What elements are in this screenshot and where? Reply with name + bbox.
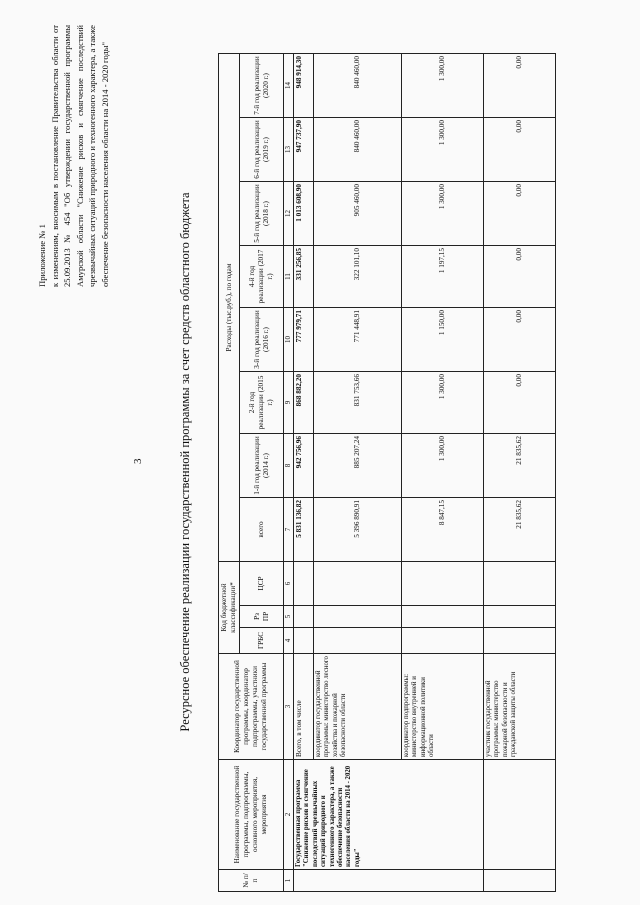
cell-y7: 948 914,30 xyxy=(294,54,314,118)
cell-y3: 777 979,71 xyxy=(294,308,314,372)
appendix-text: к изменениям, вносимым в постановление Правительства области от 25.09.2013 № 454 "Об утверждении государственной программы Амурской области "Снижение рисков и смягчение последствий чрезвычайных ситуаций природного и техногенного характера, а также обеспечение безопасности населения области на 2014 - 2020 годы" xyxy=(49,25,110,287)
cell-y3: 1 150,00 xyxy=(402,308,484,372)
col-num: 10 xyxy=(284,308,294,372)
program-name: Государственная программа "Снижение рисков и смягчение последствий чрезвычайных ситуаций природного и техногенного характера, а также обеспечение безопасности населения области на 2014 - 2020 годы" xyxy=(294,760,484,870)
table-row xyxy=(484,54,556,892)
cell-y2: 1 300,00 xyxy=(402,372,484,434)
cell-y2: 0,00 xyxy=(484,372,556,434)
cell-y3: 0,00 xyxy=(484,308,556,372)
col-num: 12 xyxy=(284,182,294,246)
rotated-sheet xyxy=(20,12,620,892)
col-num: 6 xyxy=(284,562,294,606)
cell-y4: 331 256,85 xyxy=(294,246,314,308)
cell-y6: 0,00 xyxy=(484,118,556,182)
header-year-5: 5-й год реализации (2018 г.) xyxy=(240,182,284,246)
cell-y7: 1 300,00 xyxy=(402,54,484,118)
header-year-6: 6-й год реализации (2019 г.) xyxy=(240,118,284,182)
col-num: 13 xyxy=(284,118,294,182)
appendix-note xyxy=(36,25,112,287)
cell-y4: 1 197,15 xyxy=(402,246,484,308)
column-number-row xyxy=(284,54,294,892)
col-num: 4 xyxy=(284,628,294,654)
cell-total: 8 847,15 xyxy=(402,498,484,562)
col-num: 1 xyxy=(284,870,294,892)
row-coordinator: координатор подпрограммы: министерство внутренней и информационной политики области xyxy=(402,654,484,760)
header-coordinator: Координатор государственной программы, координатор подпрограммы, участники государственной программы xyxy=(219,654,284,760)
header-year-2: 2-й год реализации (2015 г.) xyxy=(240,372,284,434)
header-year-4: 4-й год реализации (2017 г.) xyxy=(240,246,284,308)
cell-y2: 868 882,20 xyxy=(294,372,314,434)
cell-y3: 771 448,91 xyxy=(314,308,402,372)
cell-y7: 0,00 xyxy=(484,54,556,118)
cell-y1: 21 835,62 xyxy=(484,434,556,498)
col-num: 9 xyxy=(284,372,294,434)
cell-total: 21 835,62 xyxy=(484,498,556,562)
cell-total: 5 396 890,91 xyxy=(314,498,402,562)
header-year-1: 1-й год реализации (2014 г.) xyxy=(240,434,284,498)
header-rzpr: Рз ПР xyxy=(240,606,284,628)
cell-y1: 942 756,96 xyxy=(294,434,314,498)
row-coordinator: Всего, в том числе xyxy=(294,654,314,760)
header-year-3: 3-й год реализации (2016 г.) xyxy=(240,308,284,372)
cell-y4: 322 101,10 xyxy=(314,246,402,308)
cell-y6: 840 460,00 xyxy=(314,118,402,182)
cell-total: 5 831 136,82 xyxy=(294,498,314,562)
table-row xyxy=(294,54,314,892)
col-num: 7 xyxy=(284,498,294,562)
row-coordinator: координатор государственной программы: министерство лесного хозяйства и пожарной безопасности области xyxy=(314,654,402,760)
cell-y2: 831 753,66 xyxy=(314,372,402,434)
cell-y1: 1 300,00 xyxy=(402,434,484,498)
col-num: 11 xyxy=(284,246,294,308)
header-budget-code: Код бюджетной классификации* xyxy=(219,562,240,654)
appendix-heading: Приложение № 1 xyxy=(37,224,47,287)
header-grbs: ГРБС xyxy=(240,628,284,654)
header-year-7: 7-й год реализации (2020 г.) xyxy=(240,54,284,118)
header-expenses: Расходы (тыс.руб.), по годам xyxy=(219,54,240,562)
cell-y7: 840 460,00 xyxy=(314,54,402,118)
document-title: Ресурсное обеспечение реализации государственной программы за счет средств областного бюджета xyxy=(178,192,192,732)
col-num: 5 xyxy=(284,606,294,628)
cell-y5: 905 460,00 xyxy=(314,182,402,246)
col-num: 3 xyxy=(284,654,294,760)
cell-y5: 1 300,00 xyxy=(402,182,484,246)
cell-y4: 0,00 xyxy=(484,246,556,308)
row-number xyxy=(294,870,484,892)
cell-y6: 1 300,00 xyxy=(402,118,484,182)
col-num: 2 xyxy=(284,760,294,870)
header-total: всего xyxy=(240,498,284,562)
cell-y5: 1 013 608,90 xyxy=(294,182,314,246)
col-num: 8 xyxy=(284,434,294,498)
resource-table xyxy=(218,53,556,892)
header-csr: ЦСР xyxy=(240,562,284,606)
page-number: 3 xyxy=(132,458,144,464)
header-name: Наименование государственной программы, подпрограммы, основного мероприятия, мероприятия xyxy=(219,760,284,870)
header-no: № п/п xyxy=(219,870,284,892)
row-coordinator: участник государственной программы: министерство пожарной безопасности и гражданской защиты области xyxy=(484,654,556,760)
cell-y1: 885 207,24 xyxy=(314,434,402,498)
col-num: 14 xyxy=(284,54,294,118)
cell-y6: 947 737,90 xyxy=(294,118,314,182)
cell-y5: 0,00 xyxy=(484,182,556,246)
